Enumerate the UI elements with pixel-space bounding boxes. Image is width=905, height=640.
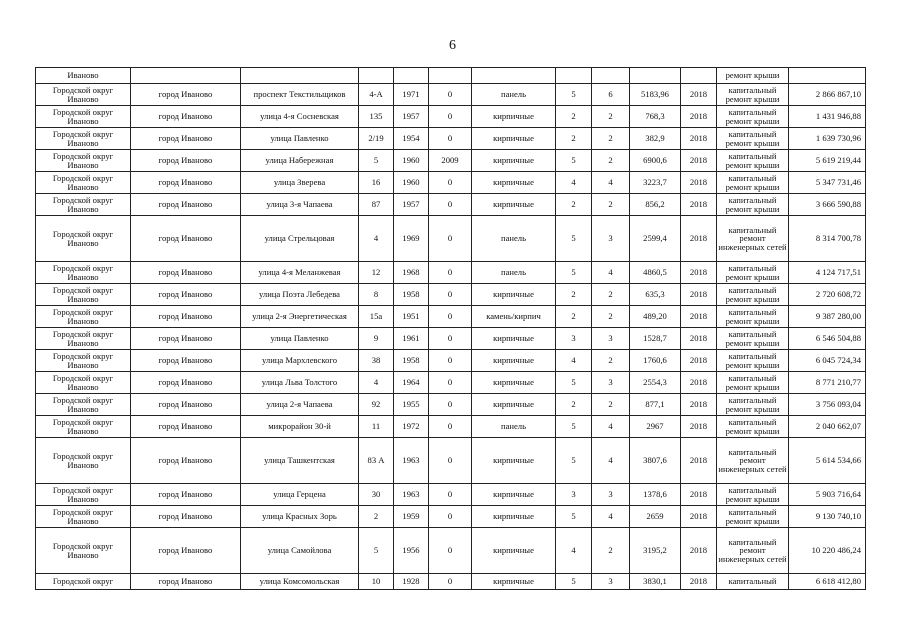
street-cell: улица 2-я Энергетическая	[241, 306, 359, 328]
year-built-cell: 1954	[394, 128, 429, 150]
reconstruction-year-cell: 0	[429, 372, 472, 394]
city-cell: город Иваново	[131, 150, 241, 172]
floors-cell: 5	[556, 262, 592, 284]
area-cell	[630, 68, 681, 84]
cost-cell: 2 040 662,07	[789, 416, 866, 438]
floors-cell: 2	[556, 394, 592, 416]
floors-cell: 5	[556, 506, 592, 528]
city-cell: город Иваново	[131, 216, 241, 262]
year-built-cell: 1960	[394, 172, 429, 194]
area-cell: 768,3	[630, 106, 681, 128]
reconstruction-year-cell: 0	[429, 106, 472, 128]
entrances-cell: 4	[592, 506, 630, 528]
floors-cell: 5	[556, 216, 592, 262]
wall-material-cell: кирпичные	[472, 350, 556, 372]
reconstruction-year-cell: 0	[429, 328, 472, 350]
floors-cell: 5	[556, 416, 592, 438]
work-type-cell: капитальный ремонт инженерных сетей	[717, 438, 789, 484]
table-row	[36, 372, 866, 394]
work-type-cell: капитальный ремонт инженерных сетей	[717, 216, 789, 262]
year-built-cell: 1928	[394, 574, 429, 590]
cost-cell: 8 314 700,78	[789, 216, 866, 262]
plan-year-cell: 2018	[681, 438, 717, 484]
floors-cell: 5	[556, 150, 592, 172]
house-number-cell: 16	[359, 172, 394, 194]
street-cell: улица Герцена	[241, 484, 359, 506]
house-number-cell: 10	[359, 574, 394, 590]
cost-cell: 8 771 210,77	[789, 372, 866, 394]
entrances-cell: 2	[592, 194, 630, 216]
city-cell: город Иваново	[131, 128, 241, 150]
table-row	[36, 528, 866, 574]
city-cell: город Иваново	[131, 106, 241, 128]
municipality-cell: Городской округ Иваново	[36, 84, 131, 106]
entrances-cell: 4	[592, 262, 630, 284]
municipality-cell: Городской округ Иваново	[36, 106, 131, 128]
plan-year-cell: 2018	[681, 150, 717, 172]
city-cell: город Иваново	[131, 262, 241, 284]
reconstruction-year-cell: 0	[429, 84, 472, 106]
cost-cell: 6 546 504,88	[789, 328, 866, 350]
area-cell: 3223,7	[630, 172, 681, 194]
plan-year-cell: 2018	[681, 528, 717, 574]
cost-cell: 5 619 219,44	[789, 150, 866, 172]
year-built-cell: 1957	[394, 194, 429, 216]
year-built-cell: 1961	[394, 328, 429, 350]
area-cell: 5183,96	[630, 84, 681, 106]
house-number-cell: 5	[359, 528, 394, 574]
wall-material-cell: кирпичные	[472, 172, 556, 194]
wall-material-cell: кирпичные	[472, 438, 556, 484]
wall-material-cell	[472, 68, 556, 84]
reconstruction-year-cell: 0	[429, 306, 472, 328]
table-row	[36, 484, 866, 506]
house-number-cell: 83 А	[359, 438, 394, 484]
municipality-cell: Городской округ Иваново	[36, 172, 131, 194]
table-row	[36, 284, 866, 306]
wall-material-cell: кирпичные	[472, 128, 556, 150]
area-cell: 4860,5	[630, 262, 681, 284]
plan-year-cell: 2018	[681, 284, 717, 306]
table-row	[36, 438, 866, 484]
street-cell: улица 4-я Сосневская	[241, 106, 359, 128]
cost-cell: 3 756 093,04	[789, 394, 866, 416]
work-type-cell: капитальный ремонт крыши	[717, 372, 789, 394]
work-type-cell: капитальный ремонт крыши	[717, 262, 789, 284]
table-row	[36, 328, 866, 350]
year-built-cell: 1956	[394, 528, 429, 574]
house-number-cell: 4-А	[359, 84, 394, 106]
work-type-cell: капитальный	[717, 574, 789, 590]
city-cell: город Иваново	[131, 574, 241, 590]
year-built-cell: 1972	[394, 416, 429, 438]
street-cell: улица Льва Толстого	[241, 372, 359, 394]
plan-year-cell: 2018	[681, 484, 717, 506]
reconstruction-year-cell: 0	[429, 484, 472, 506]
area-cell: 2967	[630, 416, 681, 438]
work-type-cell: капитальный ремонт крыши	[717, 106, 789, 128]
reconstruction-year-cell: 0	[429, 262, 472, 284]
cost-cell: 9 387 280,00	[789, 306, 866, 328]
entrances-cell: 4	[592, 172, 630, 194]
floors-cell: 2	[556, 106, 592, 128]
entrances-cell: 4	[592, 438, 630, 484]
street-cell: улица 2-я Чапаева	[241, 394, 359, 416]
area-cell: 3807,6	[630, 438, 681, 484]
table-row	[36, 574, 866, 590]
house-number-cell: 87	[359, 194, 394, 216]
plan-year-cell	[681, 68, 717, 84]
wall-material-cell: кирпичные	[472, 194, 556, 216]
year-built-cell: 1955	[394, 394, 429, 416]
street-cell: улица Ташкентская	[241, 438, 359, 484]
floors-cell: 3	[556, 484, 592, 506]
cost-cell: 2 720 608,72	[789, 284, 866, 306]
entrances-cell: 3	[592, 484, 630, 506]
wall-material-cell: панель	[472, 416, 556, 438]
reconstruction-year-cell: 0	[429, 216, 472, 262]
year-built-cell: 1969	[394, 216, 429, 262]
cost-cell: 1 639 730,96	[789, 128, 866, 150]
floors-cell	[556, 68, 592, 84]
cost-cell: 6 618 412,80	[789, 574, 866, 590]
reconstruction-year-cell: 0	[429, 172, 472, 194]
area-cell: 2659	[630, 506, 681, 528]
wall-material-cell: панель	[472, 262, 556, 284]
work-type-cell: капитальный ремонт крыши	[717, 84, 789, 106]
housing-register-table	[35, 67, 866, 590]
work-type-cell: капитальный ремонт крыши	[717, 484, 789, 506]
work-type-cell: капитальный ремонт крыши	[717, 506, 789, 528]
city-cell: город Иваново	[131, 306, 241, 328]
municipality-cell: Городской округ	[36, 574, 131, 590]
work-type-cell: ремонт крыши	[717, 68, 789, 84]
plan-year-cell: 2018	[681, 84, 717, 106]
cost-cell: 6 045 724,34	[789, 350, 866, 372]
reconstruction-year-cell	[429, 68, 472, 84]
area-cell: 635,3	[630, 284, 681, 306]
table-row	[36, 128, 866, 150]
wall-material-cell: кирпичные	[472, 506, 556, 528]
cost-cell: 1 431 946,88	[789, 106, 866, 128]
floors-cell: 2	[556, 128, 592, 150]
area-cell: 2554,3	[630, 372, 681, 394]
wall-material-cell: кирпичные	[472, 528, 556, 574]
area-cell: 1760,6	[630, 350, 681, 372]
city-cell: город Иваново	[131, 372, 241, 394]
house-number-cell: 92	[359, 394, 394, 416]
table-row	[36, 506, 866, 528]
area-cell: 877,1	[630, 394, 681, 416]
wall-material-cell: кирпичные	[472, 394, 556, 416]
entrances-cell: 2	[592, 394, 630, 416]
street-cell: улица Зверева	[241, 172, 359, 194]
work-type-cell: капитальный ремонт крыши	[717, 172, 789, 194]
municipality-cell: Городской округ Иваново	[36, 394, 131, 416]
municipality-cell: Городской округ Иваново	[36, 438, 131, 484]
reconstruction-year-cell: 0	[429, 438, 472, 484]
city-cell: город Иваново	[131, 528, 241, 574]
plan-year-cell: 2018	[681, 216, 717, 262]
cost-cell: 5 903 716,64	[789, 484, 866, 506]
reconstruction-year-cell: 0	[429, 528, 472, 574]
entrances-cell: 3	[592, 328, 630, 350]
area-cell: 382,9	[630, 128, 681, 150]
plan-year-cell: 2018	[681, 394, 717, 416]
city-cell: город Иваново	[131, 506, 241, 528]
municipality-cell: Иваново	[36, 68, 131, 84]
area-cell: 489,20	[630, 306, 681, 328]
cost-cell: 3 666 590,88	[789, 194, 866, 216]
municipality-cell: Городской округ Иваново	[36, 262, 131, 284]
cost-cell: 2 866 867,10	[789, 84, 866, 106]
reconstruction-year-cell: 0	[429, 416, 472, 438]
entrances-cell	[592, 68, 630, 84]
street-cell: улица Набережная	[241, 150, 359, 172]
municipality-cell: Городской округ Иваново	[36, 284, 131, 306]
municipality-cell: Городской округ Иваново	[36, 328, 131, 350]
plan-year-cell: 2018	[681, 172, 717, 194]
entrances-cell: 2	[592, 350, 630, 372]
year-built-cell: 1957	[394, 106, 429, 128]
table-row	[36, 350, 866, 372]
year-built-cell: 1958	[394, 284, 429, 306]
plan-year-cell: 2018	[681, 128, 717, 150]
work-type-cell: капитальный ремонт крыши	[717, 306, 789, 328]
reconstruction-year-cell: 2009	[429, 150, 472, 172]
work-type-cell: капитальный ремонт крыши	[717, 416, 789, 438]
city-cell: город Иваново	[131, 172, 241, 194]
work-type-cell: капитальный ремонт крыши	[717, 284, 789, 306]
house-number-cell: 11	[359, 416, 394, 438]
city-cell: город Иваново	[131, 194, 241, 216]
street-cell: улица Красных Зорь	[241, 506, 359, 528]
house-number-cell: 12	[359, 262, 394, 284]
reconstruction-year-cell: 0	[429, 194, 472, 216]
area-cell: 1528,7	[630, 328, 681, 350]
street-cell: улица 3-я Чапаева	[241, 194, 359, 216]
plan-year-cell: 2018	[681, 372, 717, 394]
reconstruction-year-cell: 0	[429, 574, 472, 590]
year-built-cell: 1960	[394, 150, 429, 172]
city-cell: город Иваново	[131, 328, 241, 350]
table-row	[36, 84, 866, 106]
work-type-cell: капитальный ремонт инженерных сетей	[717, 528, 789, 574]
year-built-cell: 1958	[394, 350, 429, 372]
table-row	[36, 150, 866, 172]
street-cell: улица Самойлова	[241, 528, 359, 574]
year-built-cell: 1964	[394, 372, 429, 394]
house-number-cell: 15а	[359, 306, 394, 328]
house-number-cell: 2/19	[359, 128, 394, 150]
reconstruction-year-cell: 0	[429, 128, 472, 150]
entrances-cell: 2	[592, 128, 630, 150]
floors-cell: 2	[556, 284, 592, 306]
page-number: 6	[449, 38, 456, 53]
work-type-cell: капитальный ремонт крыши	[717, 150, 789, 172]
wall-material-cell: панель	[472, 216, 556, 262]
entrances-cell: 3	[592, 372, 630, 394]
floors-cell: 5	[556, 438, 592, 484]
entrances-cell: 2	[592, 528, 630, 574]
cost-cell: 10 220 486,24	[789, 528, 866, 574]
street-cell: улица Павленко	[241, 128, 359, 150]
reconstruction-year-cell: 0	[429, 506, 472, 528]
house-number-cell: 9	[359, 328, 394, 350]
house-number-cell: 4	[359, 372, 394, 394]
cost-cell: 4 124 717,51	[789, 262, 866, 284]
plan-year-cell: 2018	[681, 350, 717, 372]
floors-cell: 5	[556, 574, 592, 590]
work-type-cell: капитальный ремонт крыши	[717, 194, 789, 216]
cost-cell	[789, 68, 866, 84]
plan-year-cell: 2018	[681, 262, 717, 284]
municipality-cell: Городской округ Иваново	[36, 528, 131, 574]
city-cell: город Иваново	[131, 84, 241, 106]
city-cell: город Иваново	[131, 484, 241, 506]
house-number-cell: 38	[359, 350, 394, 372]
street-cell	[241, 68, 359, 84]
house-number-cell: 135	[359, 106, 394, 128]
area-cell: 3195,2	[630, 528, 681, 574]
municipality-cell: Городской округ Иваново	[36, 150, 131, 172]
table-row	[36, 216, 866, 262]
city-cell	[131, 68, 241, 84]
entrances-cell: 3	[592, 574, 630, 590]
cost-cell: 9 130 740,10	[789, 506, 866, 528]
year-built-cell: 1971	[394, 84, 429, 106]
entrances-cell: 2	[592, 106, 630, 128]
entrances-cell: 2	[592, 150, 630, 172]
reconstruction-year-cell: 0	[429, 394, 472, 416]
work-type-cell: капитальный ремонт крыши	[717, 394, 789, 416]
plan-year-cell: 2018	[681, 328, 717, 350]
municipality-cell: Городской округ Иваново	[36, 306, 131, 328]
floors-cell: 5	[556, 84, 592, 106]
entrances-cell: 2	[592, 284, 630, 306]
municipality-cell: Городской округ Иваново	[36, 416, 131, 438]
year-built-cell: 1951	[394, 306, 429, 328]
street-cell: улица 4-я Меланжевая	[241, 262, 359, 284]
table-row	[36, 262, 866, 284]
entrances-cell: 3	[592, 216, 630, 262]
municipality-cell: Городской округ Иваново	[36, 506, 131, 528]
year-built-cell: 1963	[394, 438, 429, 484]
wall-material-cell: кирпичные	[472, 574, 556, 590]
plan-year-cell: 2018	[681, 306, 717, 328]
wall-material-cell: кирпичные	[472, 106, 556, 128]
floors-cell: 2	[556, 306, 592, 328]
wall-material-cell: кирпичные	[472, 150, 556, 172]
floors-cell: 5	[556, 372, 592, 394]
entrances-cell: 4	[592, 416, 630, 438]
floors-cell: 4	[556, 172, 592, 194]
table-row	[36, 172, 866, 194]
area-cell: 3830,1	[630, 574, 681, 590]
plan-year-cell: 2018	[681, 106, 717, 128]
plan-year-cell: 2018	[681, 574, 717, 590]
work-type-cell: капитальный ремонт крыши	[717, 328, 789, 350]
floors-cell: 4	[556, 350, 592, 372]
house-number-cell	[359, 68, 394, 84]
floors-cell: 4	[556, 528, 592, 574]
street-cell: улица Мархлевского	[241, 350, 359, 372]
wall-material-cell: кирпичные	[472, 328, 556, 350]
municipality-cell: Городской округ Иваново	[36, 372, 131, 394]
table-row	[36, 306, 866, 328]
table-row	[36, 394, 866, 416]
reconstruction-year-cell: 0	[429, 350, 472, 372]
cost-cell: 5 614 534,66	[789, 438, 866, 484]
table-body	[36, 68, 866, 590]
cost-cell: 5 347 731,46	[789, 172, 866, 194]
street-cell: улица Поэта Лебедева	[241, 284, 359, 306]
plan-year-cell: 2018	[681, 506, 717, 528]
city-cell: город Иваново	[131, 394, 241, 416]
wall-material-cell: кирпичные	[472, 372, 556, 394]
street-cell: микрорайон 30-й	[241, 416, 359, 438]
house-number-cell: 8	[359, 284, 394, 306]
entrances-cell: 6	[592, 84, 630, 106]
wall-material-cell: кирпичные	[472, 284, 556, 306]
area-cell: 6900,6	[630, 150, 681, 172]
floors-cell: 2	[556, 194, 592, 216]
year-built-cell	[394, 68, 429, 84]
work-type-cell: капитальный ремонт крыши	[717, 350, 789, 372]
city-cell: город Иваново	[131, 284, 241, 306]
municipality-cell: Городской округ Иваново	[36, 484, 131, 506]
wall-material-cell: панель	[472, 84, 556, 106]
year-built-cell: 1968	[394, 262, 429, 284]
street-cell: улица Павленко	[241, 328, 359, 350]
area-cell: 2599,4	[630, 216, 681, 262]
municipality-cell: Городской округ Иваново	[36, 350, 131, 372]
street-cell: улица Комсомольская	[241, 574, 359, 590]
street-cell: проспект Текстильщиков	[241, 84, 359, 106]
table-row	[36, 68, 866, 84]
plan-year-cell: 2018	[681, 416, 717, 438]
year-built-cell: 1963	[394, 484, 429, 506]
house-number-cell: 4	[359, 216, 394, 262]
street-cell: улица Стрельцовая	[241, 216, 359, 262]
city-cell: город Иваново	[131, 416, 241, 438]
floors-cell: 3	[556, 328, 592, 350]
city-cell: город Иваново	[131, 438, 241, 484]
municipality-cell: Городской округ Иваново	[36, 128, 131, 150]
area-cell: 1378,6	[630, 484, 681, 506]
house-number-cell: 30	[359, 484, 394, 506]
wall-material-cell: кирпичные	[472, 484, 556, 506]
table-row	[36, 416, 866, 438]
wall-material-cell: камень/кирпич	[472, 306, 556, 328]
municipality-cell: Городской округ Иваново	[36, 216, 131, 262]
work-type-cell: капитальный ремонт крыши	[717, 128, 789, 150]
area-cell: 856,2	[630, 194, 681, 216]
house-number-cell: 5	[359, 150, 394, 172]
table-row	[36, 194, 866, 216]
entrances-cell: 2	[592, 306, 630, 328]
municipality-cell: Городской округ Иваново	[36, 194, 131, 216]
plan-year-cell: 2018	[681, 194, 717, 216]
reconstruction-year-cell: 0	[429, 284, 472, 306]
table-row	[36, 106, 866, 128]
house-number-cell: 2	[359, 506, 394, 528]
year-built-cell: 1959	[394, 506, 429, 528]
city-cell: город Иваново	[131, 350, 241, 372]
